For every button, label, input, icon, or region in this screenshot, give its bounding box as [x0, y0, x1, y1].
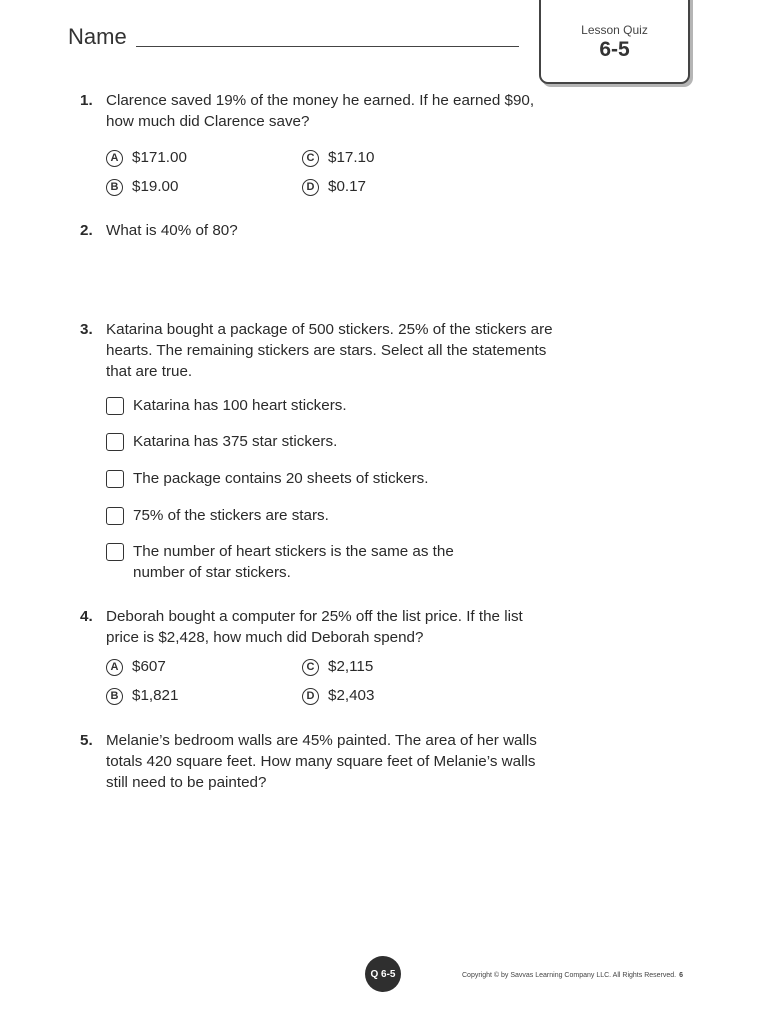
statement-checkbox-2[interactable]: [106, 431, 546, 452]
checkbox[interactable]: [106, 543, 124, 561]
choice-letter: C: [302, 659, 319, 676]
question-number: 5.: [80, 732, 93, 749]
statement-text: 75% of the stickers are stars.: [133, 507, 329, 524]
question-number: 2.: [80, 222, 93, 239]
choice-a[interactable]: [106, 657, 166, 677]
choice-b[interactable]: [106, 686, 178, 706]
statement-checkbox-5[interactable]: [106, 541, 506, 583]
choice-letter: B: [106, 179, 123, 196]
choice-text: $607: [132, 658, 166, 675]
question-1: [80, 90, 580, 132]
quiz-title: Lesson Quiz: [581, 23, 648, 37]
question-number: 4.: [80, 608, 93, 625]
choice-letter: A: [106, 150, 123, 167]
question-5: [80, 730, 580, 793]
copyright-text: [462, 972, 683, 979]
checkbox[interactable]: [106, 507, 124, 525]
choice-text: $17.10: [328, 149, 375, 166]
statement-text: The number of heart stickers is the same as the number of star stickers.: [133, 543, 454, 581]
question-number: 3.: [80, 321, 93, 338]
choice-letter: D: [302, 688, 319, 705]
choice-d[interactable]: [302, 177, 366, 197]
question-text: Clarence saved 19% of the money he earned. If he earned $90, how much did Clarence save?: [106, 92, 535, 130]
name-label: Name: [68, 24, 127, 49]
statement-checkbox-4[interactable]: [106, 505, 546, 526]
page-number: 6: [679, 972, 684, 979]
copyright-notice: Copyright © by Savvas Learning Company LLC. All Rights Reserved.: [462, 972, 677, 979]
question-text: Melanie’s bedroom walls are 45% painted. The area of her walls totals 420 square feet. How many square feet of Melanie’s walls still need to be painted?: [106, 732, 537, 791]
choice-d[interactable]: [302, 686, 374, 706]
choice-text: $0.17: [328, 178, 367, 195]
lesson-quiz-box: [539, 0, 690, 84]
name-write-line[interactable]: [136, 46, 519, 47]
question-number: 1.: [80, 92, 93, 109]
checkbox[interactable]: [106, 433, 124, 451]
choice-text: $19.00: [132, 178, 179, 195]
statement-text: The package contains 20 sheets of stickers.: [133, 470, 429, 487]
choice-c[interactable]: [302, 148, 374, 168]
choice-letter: A: [106, 659, 123, 676]
choice-text: $2,115: [328, 658, 374, 675]
choice-letter: C: [302, 150, 319, 167]
choice-text: $2,403: [328, 687, 375, 704]
statement-checkbox-1[interactable]: [106, 395, 546, 416]
question-text: Deborah bought a computer for 25% off the list price. If the list price is $2,428, how much did Deborah spend?: [106, 608, 523, 646]
choice-c[interactable]: [302, 657, 373, 677]
statement-text: Katarina has 100 heart stickers.: [133, 397, 347, 414]
statement-checkbox-3[interactable]: [106, 468, 546, 489]
question-text: Katarina bought a package of 500 stickers. 25% of the stickers are hearts. The remaining stickers are stars. Select all the statements that are true.: [106, 321, 553, 380]
choice-letter: D: [302, 179, 319, 196]
question-3: [80, 319, 580, 382]
choice-text: $171.00: [132, 149, 187, 166]
choice-letter: B: [106, 688, 123, 705]
quiz-badge: Q 6-5: [365, 956, 401, 992]
quiz-number: 6-5: [599, 38, 630, 61]
choice-a[interactable]: [106, 148, 187, 168]
question-2: [80, 220, 580, 241]
checkbox[interactable]: [106, 397, 124, 415]
statement-text: Katarina has 375 star stickers.: [133, 433, 338, 450]
choice-text: $1,821: [132, 687, 179, 704]
question-4: [80, 606, 580, 648]
question-text: What is 40% of 80?: [106, 222, 238, 239]
checkbox[interactable]: [106, 470, 124, 488]
choice-b[interactable]: [106, 177, 178, 197]
